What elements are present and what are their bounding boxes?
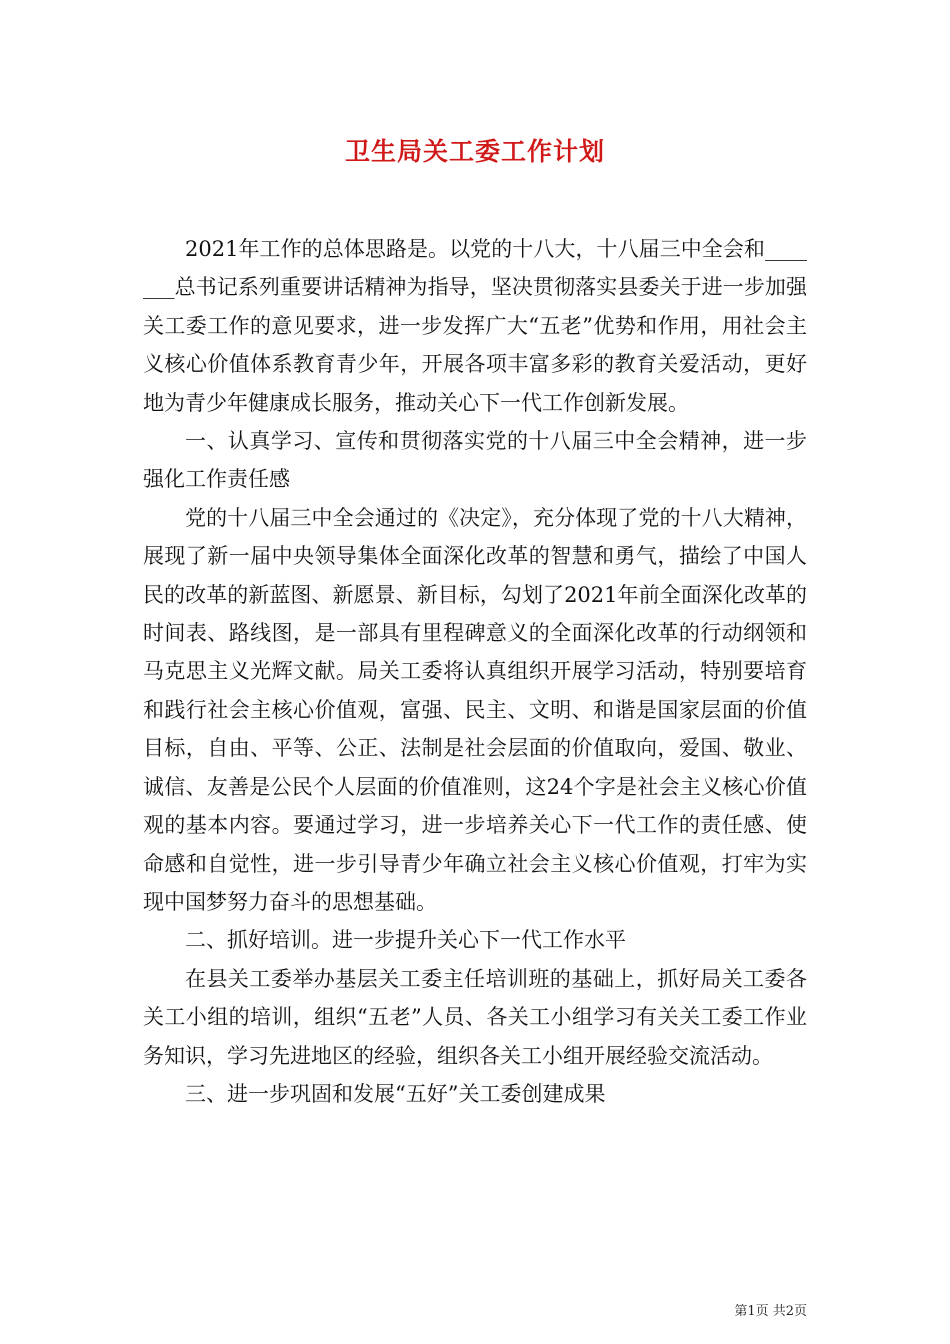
section-heading-1: 一、认真学习、宣传和贯彻落实党的十八届三中全会精神，进一步强化工作责任感: [143, 429, 807, 492]
section-1-paragraph: 党的十八届三中全会通过的《决定》，充分体现了党的十八大精神，展现了新一届中央领导集体全面深化改革的智慧和勇气，描绘了中国人民的改革的新蓝图、新愿景、新目标，勾划了2021年前全面深化改革的时间表、路线图，是一部具有里程碑意义的全面深化改革的行动纲领和马克思主义光辉文献。局关工委将认真组织开展学习活动，特别要培育和践行社会主核心价值观，富强、民主、文明、和谐是国家层面的价值目标，自由、平等、公正、法制是社会层面的价值取向，爱国、敬业、诚信、友善是公民个人层面的价值准则，这24个字是社会主义核心价值观的基本内容。要通过学习，进一步培养关心下一代工作的责任感、使命感和自觉性，进一步引导青少年确立社会主义核心价值观，打牢为实现中国梦努力奋斗的思想基础。: [143, 505, 807, 914]
section-heading-2: 二、抓好培训。进一步提升关心下一代工作水平: [185, 928, 626, 953]
page-number-footer: 第1页 共2页: [734, 1304, 807, 1319]
intro-paragraph: 2021年工作的总体思路是。以党的十八大，十八届三中全会和_______总书记系列重要讲话精神为指导，坚决贯彻落实县委关于进一步加强关工委工作的意见要求，进一步发挥广大“五老”优势和作用，用社会主义核心价值体系教育青少年，开展各项丰富多彩的教育关爱活动，更好地为青少年健康成长服务，推动关心下一代工作创新发展。: [143, 237, 807, 415]
document-body: [143, 230, 807, 1113]
document-title: 卫生局关工委工作计划: [344, 137, 605, 166]
section-heading-3: 三、进一步巩固和发展“五好”关工委创建成果: [185, 1081, 606, 1106]
section-2-paragraph: 在县关工委举办基层关工委主任培训班的基础上，抓好局关工委各关工小组的培训，组织“五老”人员、各关工小组学习有关关工委工作业务知识，学习先进地区的经验，组织各关工小组开展经验交流活动。: [143, 966, 807, 1068]
